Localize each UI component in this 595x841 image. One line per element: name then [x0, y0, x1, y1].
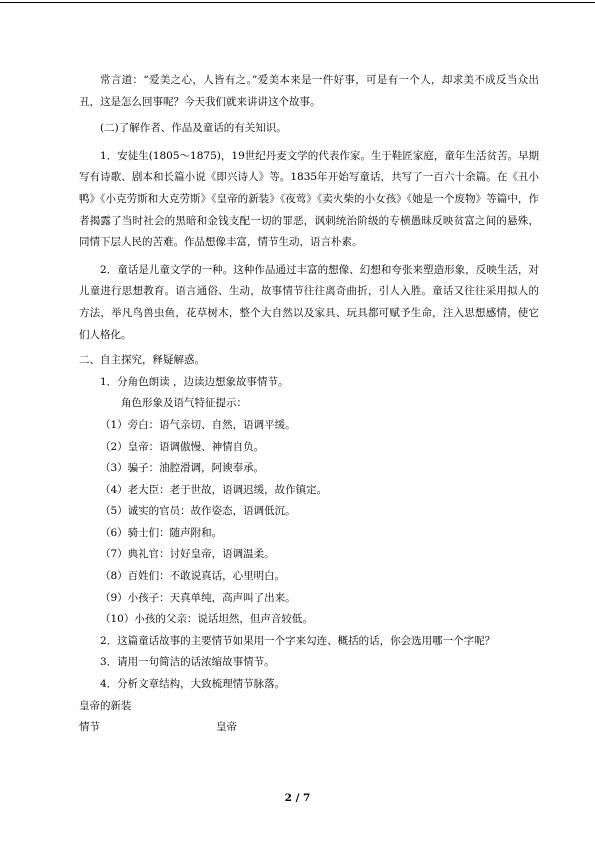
table-header-row	[79, 717, 539, 739]
author-paragraph: 1．安徒生(1805～1875)，19世纪丹麦文学的代表作家。生于鞋匠家庭，童年生活贫苦。早期写有诗歌、剧本和长篇小说《即兴诗人》等。1835年开始写童话，共写了一百六十余篇。在《丑小鸭》《小克劳斯和大克劳斯》《皇帝的新装》《夜莺》《卖火柴的小女孩》《她是一个废物》等篇中，作者揭露了当时社会的黑暗和金钱支配一切的罪恶，讽刺统治阶级的专横愚昧反映贫富之间的悬殊，同情下层人民的苦难。作品想像丰富，情节生动，语言朴素。	[79, 149, 539, 249]
column-header-emperor: 皇帝	[216, 721, 237, 734]
list-item: （10）小孩的父亲：说话坦然，但声音较低。	[100, 613, 313, 626]
document-body	[79, 70, 539, 739]
task-4: 4．分析文章结构，大致梳理情节脉落。	[100, 678, 286, 691]
section-heading-knowledge: (二)了解作者、作品及童话的有关知识。	[100, 122, 287, 135]
list-item: （7）典礼官：讨好皇帝，语调温柔。	[100, 548, 275, 561]
page-number: 2 / 7	[284, 792, 311, 804]
list-item: （4）老大臣：老于世故，语调迟缓，故作镇定。	[100, 483, 328, 496]
roles-list	[79, 415, 539, 631]
fairy-tale-paragraph: 2．童话是儿童文学的一种。这种作品通过丰富的想像、幻想和夸张来塑造形象，反映生活，对儿童进行思想教育。语言通俗、生动，故事情节往往离奇曲折，引人入胜。童话又往往采用拟人的方法，举凡鸟兽虫鱼，花草树木，整个大自然以及家具、玩具都可赋予生命，注入思想感情，使它们人格化。	[79, 263, 539, 341]
intro-paragraph: 常言道：“爱美之心，人皆有之。”爱美本来是一件好事，可是有一个人，却求美不成反当众出丑，这是怎么回事呢？今天我们就来讲讲这个故事。	[79, 74, 539, 108]
column-header-plot: 情节	[79, 721, 100, 734]
story-title: 皇帝的新装	[79, 699, 132, 712]
list-item: （9）小孩子：天真单纯，高声叫了出来。	[100, 591, 296, 604]
task-1: 1．分角色朗读 ，边读边想象故事情节。	[100, 375, 289, 388]
header-rule	[0, 2, 595, 3]
task-3: 3．请用一句简洁的话浓缩故事情节。	[100, 656, 275, 669]
list-item: （6）骑士们：随声附和。	[100, 526, 223, 539]
list-item: （3）骗子：油腔滑调，阿谀奉承。	[100, 462, 265, 475]
list-item: （8）百姓们：不敢说真话，心里明白。	[100, 570, 286, 583]
task-2: 2．这篇童话故事的主要情节如果用一个字来勾连、概括的话，你会选用哪一个字呢？	[100, 634, 496, 647]
section-heading-explore: 二、自主探究，释疑解惑。	[79, 354, 205, 367]
list-item: （1）旁白：语气亲切、自然，语调平缓。	[100, 418, 296, 431]
list-item: （2）皇帝：语调傲慢、神情自负。	[100, 440, 265, 453]
roles-heading: 角色形象及语气特征提示：	[121, 397, 247, 410]
list-item: （5）诚实的官员：故作姿态，语调低沉。	[100, 505, 296, 518]
